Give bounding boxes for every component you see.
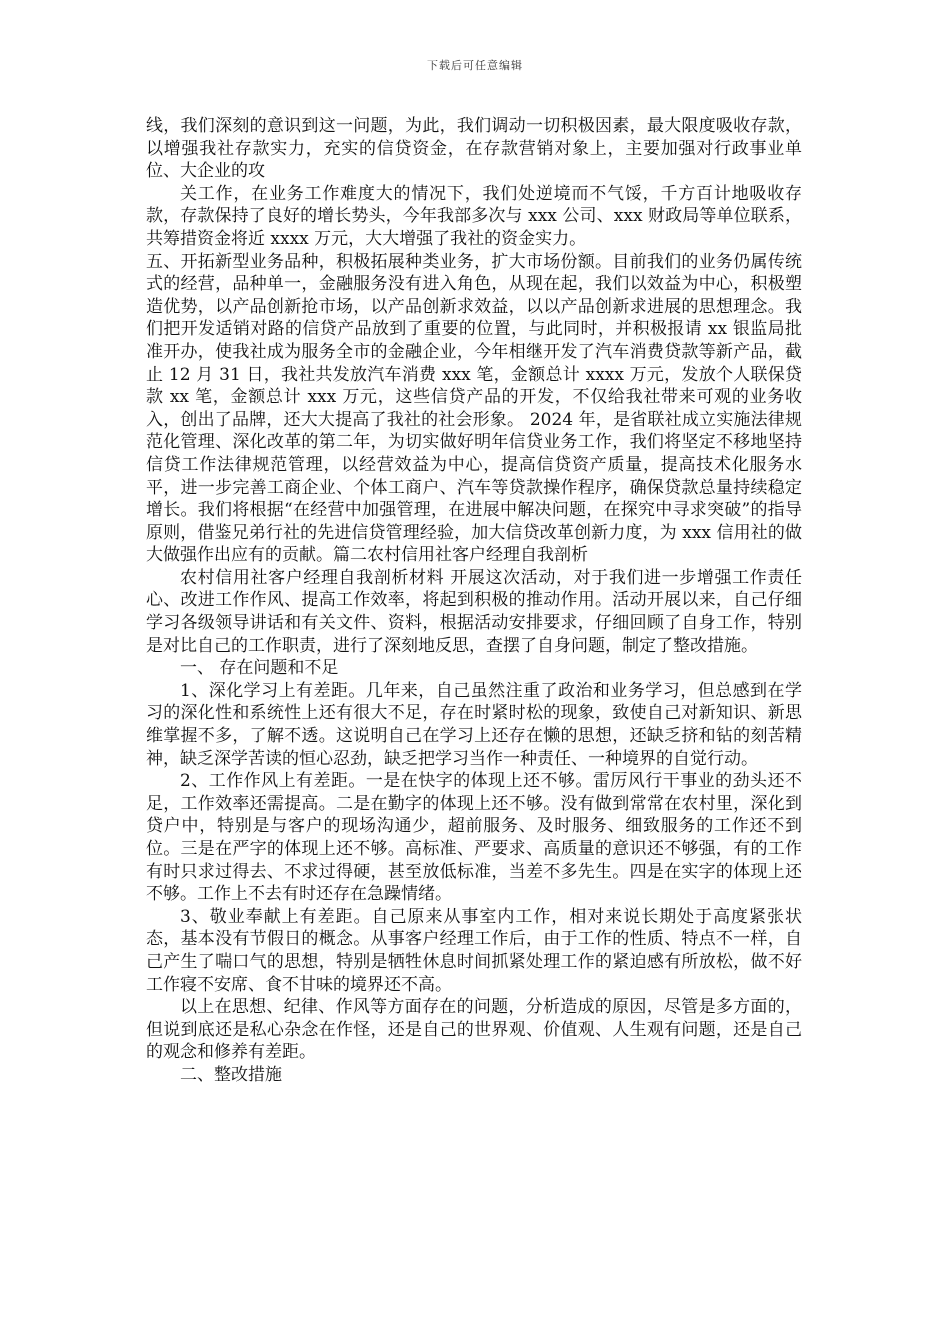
paragraph-summary: 以上在思想、纪律、作风等方面存在的问题，分析造成的原因，尽管是多方面的，但说到底还是私心杂念在作怪，还是自己的世界观、价值观、人生观有问题，还是自己的观念和修养有差距。 [146, 997, 802, 1063]
document-body [146, 115, 802, 1087]
paragraph-item-3: 3、敬业奉献上有差距。自己原来从事室内工作，相对来说长期处于高度紧张状态，基本没有节假日的概念。从事客户经理工作后，由于工作的性质、特点不一样，自己产生了喘口气的思想，特别是牺牲休息时间抓紧处理工作的紧迫感有所放松，做不好工作寝不安席、食不甘味的境界还不高。 [146, 906, 802, 995]
section-heading-problems: 一、 存在问题和不足 [180, 658, 339, 679]
paragraph-item-2: 2、工作作风上有差距。一是在快字的体现上还不够。雷厉风行干事业的劲头还不足，工作效率还需提高。二是在勤字的体现上还不够。没有做到常常在农村里，深化到贷户中，特别是与客户的现场沟通少，超前服务、及时服务、细致服务的工作还不到位。三是在严字的体现上还不够。高标准、严要求、高质量的意识还不够强，有的工作有时只求过得去、不求过得硬，甚至放低标准，当差不多先生。四是在实字的体现上还不够。工作上不去有时还存在急躁情绪。 [146, 771, 802, 905]
paragraph-1: 线，我们深刻的意识到这一问题，为此，我们调动一切积极因素，最大限度吸收存款，以增强我社存款实力，充实的信贷资金，在存款营销对象上，主要加强对行政事业单位、大企业的攻 [146, 116, 802, 182]
page-header: 下载后可任意编辑 [427, 59, 523, 72]
paragraph-2: 关工作，在业务工作难度大的情况下，我们处逆境而不气馁，千方百计地吸收存款，存款保持了良好的增长势头，今年我部多次与 xxx 公司、xxx 财政局等单位联系，共筹措资金将近 xxxx 万元，大大增强了我社的资金实力。 [146, 183, 802, 249]
paragraph-3: 五、开拓新型业务品种，积极拓展种类业务，扩大市场份额。目前我们的业务仍属传统式的经营，品种单一，金融服务没有进入角色，从现在起，我们以效益为中心，积极塑造优势，以产品创新抢市场，以产品创新求效益，以以产品创新求进展的思想理念。我们把开发适销对路的信贷产品放到了重要的位置，与此同时，并积极报请 xx 银监局批准开办，使我社成为服务全市的金融企业，今年相继开发了汽车消费贷款等新产品，截止 12 月 31 日，我社共发放汽车消费 xxx 笔，金额总计 xxxx 万元，发放个人联保贷款 xx 笔，金额总计 xxx 万元，这些信贷产品的开发，不仅给我社带来可观的业务收入，创出了品牌，还大大提高了我社的社会形象。 2024 年，是省联社成立实施法律规范化管理、深化改革的第二年，为切实做好明年信贷业务工作，我们将坚定不移地坚持信贷工作法律规范管理，以经营效益为中心，提高信贷资产质量，提高技术化服务水平，进一步完善工商企业、个体工商户、汽车等贷款操作程序，确保贷款总量持续稳定增长。我们将根据“在经营中加强管理，在进展中解决问题，在探究中寻求突破”的指导原则，借鉴兄弟行社的先进信贷管理经验，加大信贷改革创新力度，为 xxx 信用社的做大做强作出应有的贡献。篇二农村信用社客户经理自我剖析 [146, 251, 802, 566]
paragraph-item-1: 1、深化学习上有差距。几年来，自己虽然注重了政治和业务学习，但总感到在学习的深化性和系统性上还有很大不足，存在时紧时松的现象，致使自己对新知识、新思维掌握不多，了解不透。这说明自己在学习上还存在懒的思想，还缺乏挤和钻的刻苦精神，缺乏深学苦读的恒心忍劲，缺乏把学习当作一种责任、一种境界的自觉行动。 [146, 680, 802, 769]
paragraph-4: 农村信用社客户经理自我剖析材料 开展这次活动，对于我们进一步增强工作责任心、改进工作作风、提高工作效率，将起到积极的推动作用。活动开展以来，自己仔细学习各级领导讲话和有关文件、资料，根据活动安排要求，仔细回顾了自身工作，特别是对比自己的工作职责，进行了深刻地反思，查摆了自身问题，制定了整改措施。 [146, 567, 802, 656]
section-heading-measures: 二、整改措施 [180, 1064, 282, 1085]
